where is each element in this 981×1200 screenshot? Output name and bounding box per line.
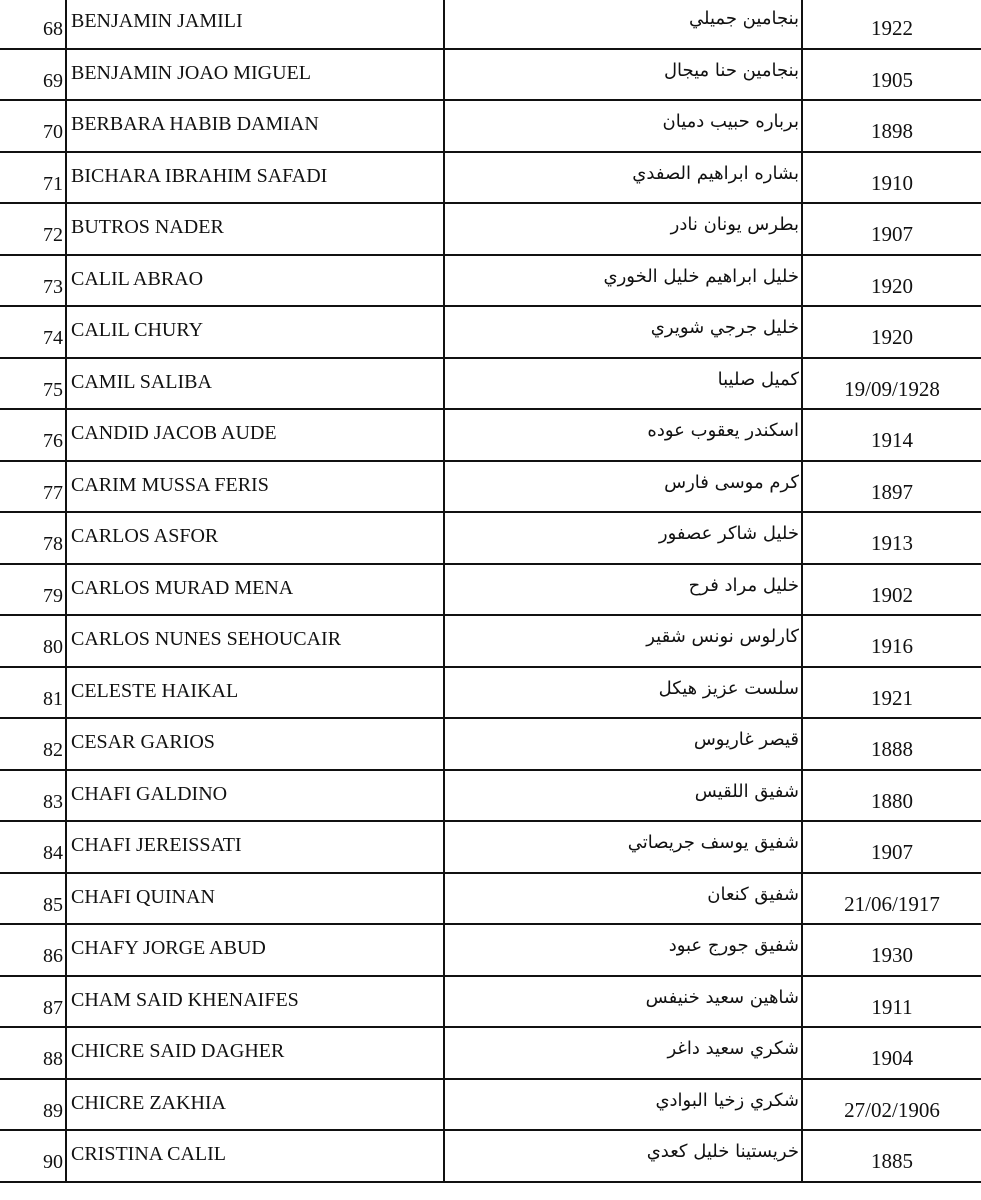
birth-year: 1922 [802,0,981,49]
arabic-name: بشاره ابراهيم الصفدي [444,152,802,204]
arabic-name: شفيق اللقيس [444,770,802,822]
row-number: 82 [0,718,66,770]
arabic-name: شكري سعيد داغر [444,1027,802,1079]
birth-year: 21/06/1917 [802,873,981,925]
birth-year: 1898 [802,100,981,152]
table-row [0,615,981,667]
birth-year: 1905 [802,49,981,101]
table-row [0,821,981,873]
latin-name: CHAFY JORGE ABUD [66,924,444,976]
arabic-name: بنجامين جميلي [444,0,802,49]
row-number: 70 [0,100,66,152]
latin-name: CRISTINA CALIL [66,1130,444,1182]
table-row [0,873,981,925]
latin-name: CHAFI GALDINO [66,770,444,822]
latin-name: CHICRE ZAKHIA [66,1079,444,1131]
table-row [0,152,981,204]
row-number: 73 [0,255,66,307]
latin-name: CARLOS MURAD MENA [66,564,444,616]
latin-name: CANDID JACOB AUDE [66,409,444,461]
latin-name: BERBARA HABIB DAMIAN [66,100,444,152]
latin-name: BENJAMIN JAMILI [66,0,444,49]
table-row [0,1079,981,1131]
latin-name: CARLOS NUNES SEHOUCAIR [66,615,444,667]
arabic-name: قيصر غاريوس [444,718,802,770]
table-row [0,512,981,564]
birth-year: 1885 [802,1130,981,1182]
row-number: 74 [0,306,66,358]
table-row [0,667,981,719]
table-row [0,461,981,513]
arabic-name: خريستينا خليل كعدي [444,1130,802,1182]
arabic-name: شفيق يوسف جريصاتي [444,821,802,873]
birth-year: 1921 [802,667,981,719]
table-row [0,255,981,307]
birth-year: 1907 [802,821,981,873]
arabic-name: خليل ابراهيم خليل الخوري [444,255,802,307]
latin-name: CALIL ABRAO [66,255,444,307]
birth-year: 1916 [802,615,981,667]
birth-year: 27/02/1906 [802,1079,981,1131]
latin-name: BENJAMIN JOAO MIGUEL [66,49,444,101]
birth-year: 1913 [802,512,981,564]
row-number: 83 [0,770,66,822]
table-row [0,49,981,101]
latin-name: CESAR GARIOS [66,718,444,770]
latin-name: BICHARA IBRAHIM SAFADI [66,152,444,204]
birth-year: 1880 [802,770,981,822]
arabic-name: خليل جرجي شويري [444,306,802,358]
row-number: 76 [0,409,66,461]
arabic-name: كميل صليبا [444,358,802,410]
latin-name: CARLOS ASFOR [66,512,444,564]
row-number: 89 [0,1079,66,1131]
birth-year: 1910 [802,152,981,204]
latin-name: CARIM MUSSA FERIS [66,461,444,513]
table-row [0,409,981,461]
table-row [0,1027,981,1079]
birth-year: 1920 [802,255,981,307]
latin-name: BUTROS NADER [66,203,444,255]
latin-name: CHAM SAID KHENAIFES [66,976,444,1028]
birth-year: 19/09/1928 [802,358,981,410]
latin-name: CHAFI JEREISSATI [66,821,444,873]
row-number: 85 [0,873,66,925]
row-number: 72 [0,203,66,255]
row-number: 71 [0,152,66,204]
table-row [0,306,981,358]
arabic-name: كرم موسى فارس [444,461,802,513]
table-row [0,1130,981,1182]
row-number: 78 [0,512,66,564]
table-row [0,358,981,410]
row-number: 88 [0,1027,66,1079]
latin-name: CAMIL SALIBA [66,358,444,410]
table-row [0,0,981,49]
arabic-name: بطرس يونان نادر [444,203,802,255]
row-number: 75 [0,358,66,410]
table-row [0,100,981,152]
arabic-name: شكري زخيا البوادي [444,1079,802,1131]
birth-year: 1930 [802,924,981,976]
arabic-name: سلست عزيز هيكل [444,667,802,719]
arabic-name: شفيق جورج عبود [444,924,802,976]
table-row [0,770,981,822]
birth-year: 1920 [802,306,981,358]
arabic-name: خليل مراد فرح [444,564,802,616]
birth-year: 1911 [802,976,981,1028]
latin-name: CHAFI QUINAN [66,873,444,925]
arabic-name: شفيق كنعان [444,873,802,925]
row-number: 90 [0,1130,66,1182]
arabic-name: خليل شاكر عصفور [444,512,802,564]
row-number: 84 [0,821,66,873]
latin-name: CHICRE SAID DAGHER [66,1027,444,1079]
birth-year: 1888 [802,718,981,770]
row-number: 86 [0,924,66,976]
birth-year: 1914 [802,409,981,461]
latin-name: CELESTE HAIKAL [66,667,444,719]
arabic-name: برباره حبيب دميان [444,100,802,152]
table-row [0,976,981,1028]
birth-year: 1902 [802,564,981,616]
latin-name: CALIL CHURY [66,306,444,358]
arabic-name: بنجامين حنا ميجال [444,49,802,101]
table-row [0,203,981,255]
arabic-name: اسكندر يعقوب عوده [444,409,802,461]
row-number: 68 [0,0,66,49]
table-row [0,924,981,976]
row-number: 80 [0,615,66,667]
birth-year: 1897 [802,461,981,513]
birth-year: 1904 [802,1027,981,1079]
birth-year: 1907 [802,203,981,255]
arabic-name: شاهين سعيد خنيفس [444,976,802,1028]
row-number: 87 [0,976,66,1028]
row-number: 81 [0,667,66,719]
table-row [0,718,981,770]
row-number: 77 [0,461,66,513]
row-number: 69 [0,49,66,101]
table-row [0,564,981,616]
row-number: 79 [0,564,66,616]
arabic-name: كارلوس نونس شقير [444,615,802,667]
